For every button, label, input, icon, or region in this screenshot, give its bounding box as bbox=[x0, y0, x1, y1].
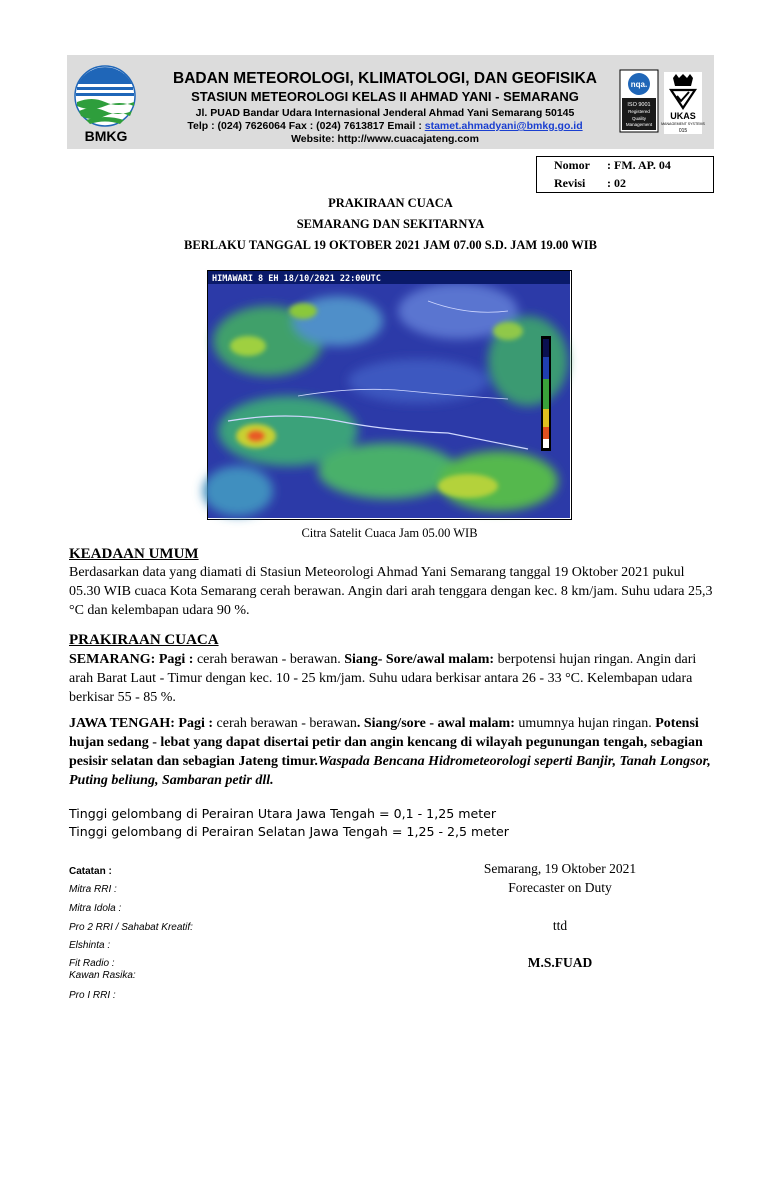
satellite-caption: Citra Satelit Cuaca Jam 05.00 WIB bbox=[301, 526, 478, 540]
signature-place-date: Semarang, 19 Oktober 2021 bbox=[483, 861, 637, 876]
semarang-pagi: cerah berawan - berawan. bbox=[193, 652, 345, 667]
wave-selatan: Tinggi gelombang di Perairan Selatan Jawa Tengah = 1,25 - 2,5 meter bbox=[69, 824, 509, 839]
title-line1: PRAKIRAAN CUACA bbox=[328, 196, 453, 210]
catatan-item: Elshinta : bbox=[69, 940, 111, 951]
address: Jl. PUAD Bandar Udara Internasional Jenderal Ahmad Yani Semarang 50145 bbox=[195, 107, 575, 119]
bmkg-logo bbox=[72, 60, 142, 144]
jateng-potensi: Potensi hujan sedang - lebat yang dapat disertai petir dan angin kencang di wilayah pegunungan tengah, sebagian pesisir selatan dan sebagian Jateng timur. bbox=[69, 716, 703, 769]
semarang-siang-label: Siang- Sore/awal malam: bbox=[344, 652, 495, 667]
signature-ttd: ttd bbox=[552, 918, 568, 933]
ukas-text: UKAS bbox=[670, 111, 696, 121]
keadaan-umum-text: Berdasarkan data yang diamati di Stasiun Meteorologi Ahmad Yani Semarang tanggal 19 Oktober 2021 pukul 05.30 WIB cuaca Kota Semarang cerah berawan. Angin dari arah tenggara dengan kec. 8 km/jam. Suhu udara 25,3 °C dan kelembapan udara 90 %. bbox=[69, 565, 713, 618]
catatan-item: Pro 2 RRI / Sahabat Kreatif: bbox=[69, 922, 193, 933]
satellite-image bbox=[207, 270, 572, 520]
catatan-item: Mitra RRI : bbox=[69, 884, 117, 895]
catatan-item: Pro I RRI : bbox=[69, 990, 116, 1001]
org-name: BADAN METEOROLOGI, KLIMATOLOGI, DAN GEOFISIKA bbox=[173, 70, 597, 87]
nqa-iso-logo bbox=[620, 70, 658, 132]
ukas-sub: MANAGEMENT SYSTEMS bbox=[661, 122, 705, 126]
catatan-heading: Catatan : bbox=[69, 866, 112, 877]
semarang-rest: berpotensi hujan ringan. Angin dari arah Barat Laut - Timur dengan kec. 10 - 25 km/jam. Suhu udara berkisar antara 26 - 33 °C. Kelembapan udara berkisar 55 - 85 %. bbox=[69, 652, 697, 705]
semarang-label: SEMARANG: Pagi : bbox=[69, 652, 194, 667]
contact-line bbox=[150, 120, 620, 132]
nqa-quality: Quality bbox=[631, 116, 647, 121]
jateng-siang: umumnya hujan ringan. bbox=[514, 716, 656, 731]
wave-utara: Tinggi gelombang di Perairan Utara Jawa Tengah = 0,1 - 1,25 meter bbox=[69, 806, 497, 821]
catatan-item: Kawan Rasika: bbox=[69, 970, 136, 981]
revisi-value: : 02 bbox=[607, 176, 626, 190]
catatan-item: Fit Radio : bbox=[69, 958, 115, 969]
logo-text: BMKG bbox=[84, 128, 128, 144]
revisi-label: Revisi bbox=[554, 176, 586, 190]
jateng-siang-label: . Siang/sore - awal malam: bbox=[356, 716, 515, 731]
ukas-logo bbox=[661, 72, 705, 134]
website: Website: http://www.cuacajateng.com bbox=[291, 133, 479, 145]
semarang-forecast bbox=[69, 650, 717, 707]
jateng-pagi: cerah berawan - berawan bbox=[213, 716, 357, 731]
catatan-item: Mitra Idola : bbox=[69, 903, 122, 914]
contact-prefix: Telp : (024) 7626064 Fax : (024) 7613817 Email : bbox=[187, 120, 425, 132]
document-number-box bbox=[536, 156, 714, 193]
jateng-label: JAWA TENGAH: Pagi : bbox=[69, 716, 214, 731]
ukas-num: 015 bbox=[678, 128, 688, 134]
station-name: STASIUN METEOROLOGI KELAS II AHMAD YANI - SEMARANG bbox=[191, 89, 579, 104]
nqa-iso: ISO 9001 bbox=[627, 102, 651, 108]
jateng-forecast bbox=[69, 714, 717, 790]
nqa-text: nqa. bbox=[630, 80, 648, 89]
signature-name: M.S.FUAD bbox=[527, 955, 593, 970]
nqa-registered: Registered bbox=[628, 109, 650, 114]
nomor-label: Nomor bbox=[554, 158, 590, 172]
signature-role: Forecaster on Duty bbox=[508, 880, 612, 895]
title-line2: SEMARANG DAN SEKITARNYA bbox=[296, 217, 485, 231]
keadaan-umum-heading: KEADAAN UMUM bbox=[69, 546, 199, 562]
satellite-header: HIMAWARI 8 EH 18/10/2021 22:00UTC bbox=[212, 274, 381, 284]
jateng-waspada: Waspada Bencana Hidrometeorologi seperti Banjir, Tanah Longsor, Puting beliung, Sambaran petir dll. bbox=[69, 754, 711, 788]
nomor-value: : FM. AP. 04 bbox=[607, 158, 671, 172]
email-link[interactable]: stamet.ahmadyani@bmkg.go.id bbox=[424, 120, 583, 132]
title-line3: BERLAKU TANGGAL 19 OKTOBER 2021 JAM 07.00 S.D. JAM 19.00 WIB bbox=[183, 238, 597, 252]
prakiraan-heading: PRAKIRAAN CUACA bbox=[69, 632, 219, 648]
nqa-management: Management bbox=[625, 122, 653, 127]
